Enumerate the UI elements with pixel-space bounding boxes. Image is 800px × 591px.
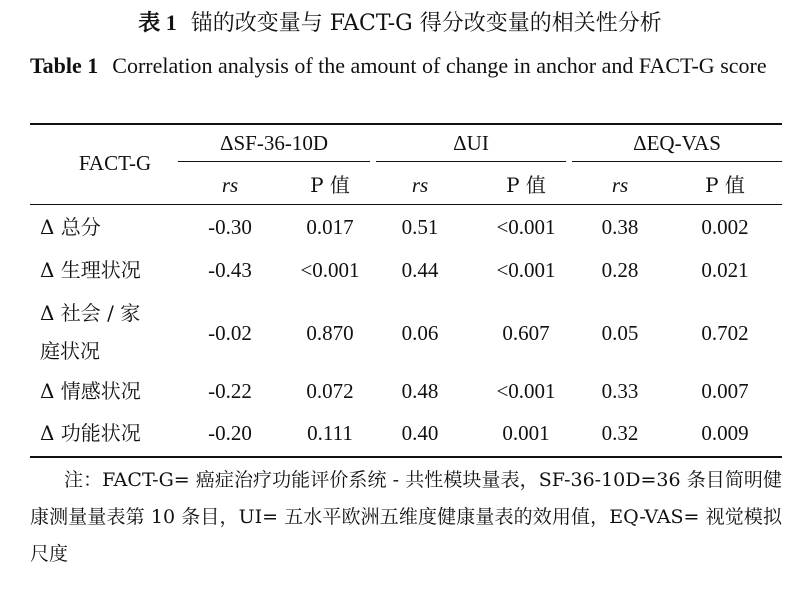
- table-cell: <0.001: [300, 258, 360, 282]
- row-label: Δ 情感状况: [40, 379, 141, 403]
- table-cell: 0.072: [306, 379, 354, 403]
- row-label: Δ 社会 / 家 庭状况: [40, 301, 141, 363]
- table-number-en: Table 1: [30, 53, 99, 78]
- subheader-rs: rs: [611, 173, 629, 197]
- table-cell: <0.001: [496, 215, 556, 239]
- group-header: ΔSF-36-10D: [219, 131, 328, 155]
- table-cell: 0.607: [502, 321, 550, 345]
- subheader-rs: rs: [221, 173, 239, 197]
- group-rule-sf36: [178, 161, 370, 162]
- table-cell: 0.38: [601, 215, 639, 239]
- table-cell: <0.001: [496, 379, 556, 403]
- table-cell: 0.002: [701, 215, 749, 239]
- table-title-cn: 锚的改变量与 FACT-G 得分改变量的相关性分析: [190, 11, 662, 36]
- row-label: Δ 生理状况: [40, 258, 141, 282]
- row-header: FACT-G: [78, 151, 152, 175]
- table-cell: 0.44: [401, 258, 439, 282]
- subheader-p: P 值: [310, 173, 350, 197]
- table-cell: 0.48: [401, 379, 439, 403]
- table-number-cn: 表 1: [138, 10, 177, 35]
- table-cell: 0.05: [601, 321, 639, 345]
- table-cell: 0.32: [601, 421, 639, 445]
- table-cell: 0.007: [701, 379, 749, 403]
- table-cell: 0.28: [601, 258, 639, 282]
- subheader-p: P 值: [506, 173, 546, 197]
- group-rule-eqvas: [572, 161, 782, 162]
- table-cell: -0.43: [208, 258, 252, 282]
- table-title-en: Correlation analysis of the amount of change in anchor and FACT-G score: [112, 53, 767, 78]
- table-cell: 0.001: [502, 421, 550, 445]
- table-cell: 0.870: [306, 321, 354, 345]
- table-cell: -0.20: [208, 421, 252, 445]
- table-header-rule: [30, 204, 782, 205]
- table-cell: -0.02: [208, 321, 252, 345]
- table-caption-en: [30, 50, 782, 82]
- table-caption-cn: [0, 8, 800, 39]
- table-bottom-rule: [30, 456, 782, 458]
- table-cell: -0.30: [208, 215, 252, 239]
- table-cell: 0.40: [401, 421, 439, 445]
- table-cell: 0.021: [701, 258, 749, 282]
- table-top-rule: [30, 123, 782, 125]
- subheader-p: P 值: [705, 173, 745, 197]
- table-cell: 0.702: [701, 321, 749, 345]
- table-cell: 0.111: [307, 421, 353, 445]
- table-footnote: 注：FACT-G= 癌症治疗功能评价系统 - 共性模块量表，SF-36-10D=36 条目简明健康测量量表第 10 条目，UI= 五水平欧洲五维度健康量表的效用值，EQ-VAS= 视觉模拟尺度: [30, 469, 782, 565]
- table-cell: <0.001: [496, 258, 556, 282]
- table-cell: 0.009: [701, 421, 749, 445]
- table-cell: -0.22: [208, 379, 252, 403]
- table-cell: 0.017: [306, 215, 354, 239]
- table-cell: 0.51: [401, 215, 439, 239]
- subheader-rs: rs: [411, 173, 429, 197]
- row-label: Δ 总分: [40, 215, 101, 239]
- group-rule-ui: [376, 161, 566, 162]
- group-header: ΔUI: [453, 131, 489, 155]
- table-cell: 0.33: [601, 379, 639, 403]
- row-label: Δ 功能状况: [40, 421, 141, 445]
- table-cell: 0.06: [401, 321, 439, 345]
- group-header: ΔEQ-VAS: [633, 131, 721, 155]
